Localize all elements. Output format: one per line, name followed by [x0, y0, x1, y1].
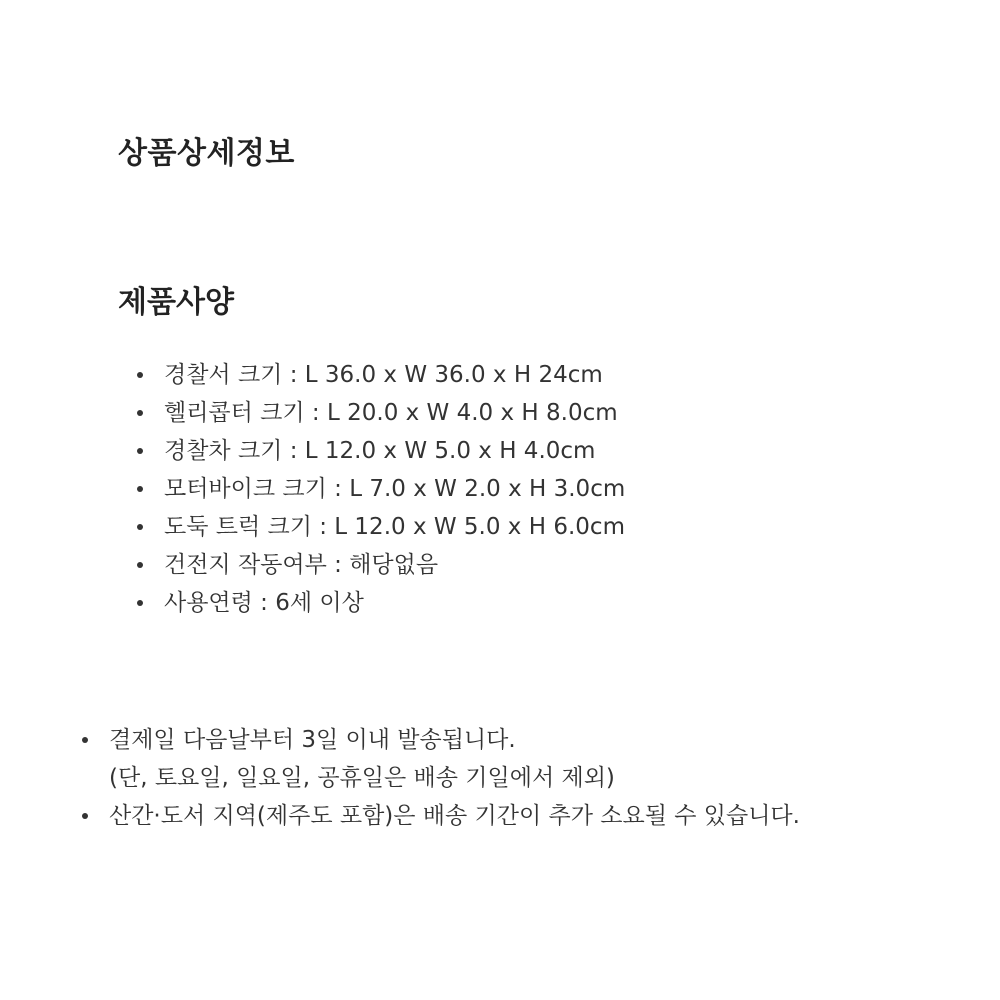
shipping-notice-line: 결제일 다음날부터 3일 이내 발송됩니다.	[109, 727, 516, 753]
spec-item	[137, 546, 625, 584]
spec-list	[137, 356, 625, 622]
spec-item-text: 헬리콥터 크기 : L 20.0 x W 4.0 x H 8.0cm	[164, 400, 618, 426]
bullet-icon	[137, 562, 143, 568]
shipping-notice-list	[82, 721, 800, 835]
shipping-notice-text	[109, 721, 615, 797]
bullet-icon	[82, 737, 88, 743]
shipping-notice-item	[82, 721, 800, 797]
bullet-icon	[137, 448, 143, 454]
spec-item	[137, 356, 625, 394]
bullet-icon	[137, 486, 143, 492]
spec-item-text: 건전지 작동여부 : 해당없음	[164, 552, 439, 578]
shipping-notice-line: (단, 토요일, 일요일, 공휴일은 배송 기일에서 제외)	[109, 765, 615, 791]
bullet-icon	[137, 410, 143, 416]
shipping-notice-text	[109, 797, 800, 835]
spec-item-text: 도둑 트럭 크기 : L 12.0 x W 5.0 x H 6.0cm	[164, 514, 625, 540]
shipping-notice-line: 산간·도서 지역(제주도 포함)은 배송 기간이 추가 소요될 수 있습니다.	[109, 803, 800, 829]
bullet-icon	[137, 600, 143, 606]
shipping-notice-item	[82, 797, 800, 835]
page-title: 상품상세정보	[118, 136, 295, 171]
spec-item	[137, 432, 625, 470]
spec-item	[137, 470, 625, 508]
bullet-icon	[82, 813, 88, 819]
spec-item	[137, 584, 625, 622]
spec-section-title: 제품사양	[118, 285, 234, 320]
spec-item-text: 모터바이크 크기 : L 7.0 x W 2.0 x H 3.0cm	[164, 476, 626, 502]
spec-item-text: 사용연령 : 6세 이상	[164, 590, 364, 616]
bullet-icon	[137, 372, 143, 378]
spec-item-text: 경찰서 크기 : L 36.0 x W 36.0 x H 24cm	[164, 362, 603, 388]
spec-item	[137, 508, 625, 546]
spec-item-text: 경찰차 크기 : L 12.0 x W 5.0 x H 4.0cm	[164, 438, 596, 464]
bullet-icon	[137, 524, 143, 530]
spec-item	[137, 394, 625, 432]
